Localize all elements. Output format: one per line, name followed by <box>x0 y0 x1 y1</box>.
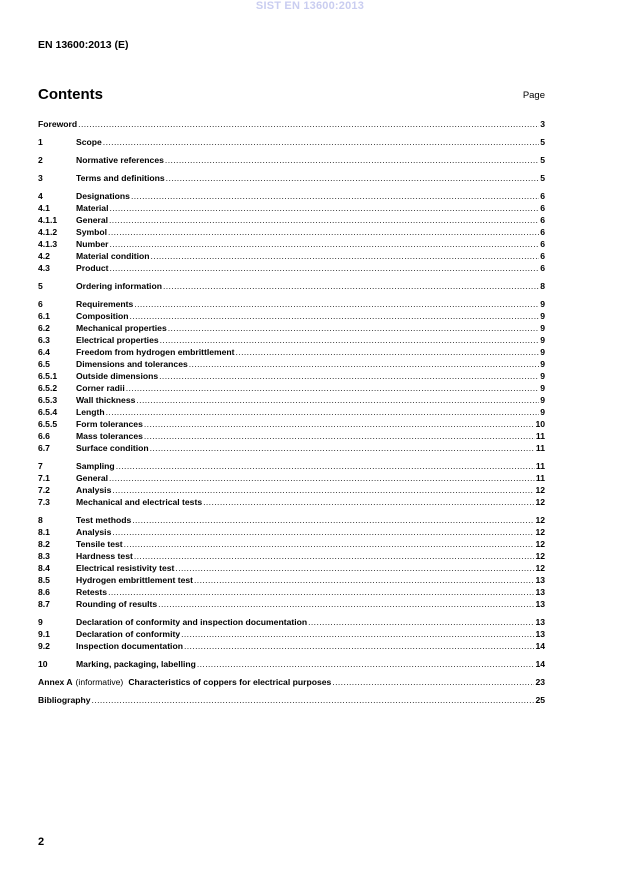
toc-dot-leader <box>134 550 535 562</box>
toc-entry-number: 6.5 <box>38 359 50 369</box>
toc-entry-page: 8 <box>540 281 545 291</box>
toc-entry-number: 4.3 <box>38 263 50 273</box>
toc-entry[interactable] <box>38 538 545 550</box>
toc-dot-leader <box>109 214 539 226</box>
toc-dot-leader <box>197 658 535 670</box>
toc-entry-page: 5 <box>540 137 545 147</box>
toc-entry[interactable] <box>38 190 545 202</box>
toc-entry-page: 6 <box>540 263 545 273</box>
toc-entry-number: 6.6 <box>38 431 50 441</box>
toc-dot-leader <box>109 238 539 250</box>
toc-entry[interactable] <box>38 298 545 310</box>
toc-entry[interactable] <box>38 442 545 454</box>
toc-entry[interactable] <box>38 226 545 238</box>
toc-entry-page: 3 <box>540 119 545 129</box>
toc-entry-page: 9 <box>540 311 545 321</box>
toc-entry[interactable] <box>38 310 545 322</box>
toc-entry-page: 23 <box>535 677 545 687</box>
toc-dot-leader <box>184 640 534 652</box>
toc-entry[interactable] <box>38 514 545 526</box>
toc-entry[interactable] <box>38 640 545 652</box>
toc-entry[interactable] <box>38 118 545 130</box>
toc-entry-page: 9 <box>540 359 545 369</box>
toc-dot-leader <box>168 322 539 334</box>
toc-entry-title: Tensile test <box>76 539 123 549</box>
toc-entry[interactable] <box>38 616 545 628</box>
toc-entry-title: Corner radii <box>76 383 125 393</box>
toc-dot-leader <box>144 430 535 442</box>
toc-entry[interactable] <box>38 658 545 670</box>
toc-entry-number: 7.3 <box>38 497 50 507</box>
toc-entry[interactable] <box>38 562 545 574</box>
toc-entry-number: 2 <box>38 155 43 165</box>
toc-dot-leader <box>112 526 534 538</box>
toc-dot-leader <box>131 190 539 202</box>
toc-entry[interactable] <box>38 496 545 508</box>
toc-entry[interactable] <box>38 334 545 346</box>
toc-entry-number: 4.1.2 <box>38 227 58 237</box>
toc-entry-page: 13 <box>535 599 545 609</box>
toc-dot-leader <box>166 172 540 184</box>
toc-dot-leader <box>189 358 539 370</box>
toc-entry[interactable] <box>38 136 545 148</box>
toc-entry-page: 5 <box>540 155 545 165</box>
page-number: 2 <box>38 836 45 848</box>
toc-entry[interactable] <box>38 526 545 538</box>
toc-dot-leader <box>175 562 534 574</box>
toc-entry-page: 6 <box>540 251 545 261</box>
toc-entry[interactable] <box>38 694 545 706</box>
toc-entry-number: 8.5 <box>38 575 50 585</box>
toc-dot-leader <box>109 202 539 214</box>
toc-entry[interactable] <box>38 676 545 688</box>
toc-entry[interactable] <box>38 574 545 586</box>
toc-entry-page: 6 <box>540 215 545 225</box>
toc-entry-page: 12 <box>535 485 545 495</box>
toc-entry-number: 6.1 <box>38 311 50 321</box>
toc-dot-leader <box>236 346 540 358</box>
toc-entry-number: 4.1 <box>38 203 50 213</box>
toc-dot-leader <box>144 418 535 430</box>
toc-entry[interactable] <box>38 430 545 442</box>
toc-entry-page: 12 <box>535 539 545 549</box>
table-of-contents <box>38 118 545 706</box>
toc-entry[interactable] <box>38 238 545 250</box>
toc-entry[interactable] <box>38 250 545 262</box>
toc-entry-title: Analysis <box>76 485 112 495</box>
toc-entry-page: 14 <box>535 641 545 651</box>
toc-entry-number: 6.5.3 <box>38 395 58 405</box>
toc-entry[interactable] <box>38 262 545 274</box>
toc-entry-title: Terms and definitions <box>76 173 165 183</box>
toc-entry[interactable] <box>38 154 545 166</box>
toc-dot-leader <box>108 226 539 238</box>
toc-dot-leader <box>159 370 539 382</box>
toc-entry-number: 4.1.1 <box>38 215 58 225</box>
toc-entry-number: 6.5.5 <box>38 419 58 429</box>
toc-entry-title: Electrical properties <box>76 335 159 345</box>
toc-entry-page: 9 <box>540 335 545 345</box>
toc-dot-leader <box>181 628 534 640</box>
toc-entry-number: 8.4 <box>38 563 50 573</box>
toc-entry-title: Surface condition <box>76 443 149 453</box>
toc-entry-title: Declaration of conformity <box>76 629 181 639</box>
toc-entry-number: 7 <box>38 461 43 471</box>
toc-dot-leader <box>106 406 540 418</box>
toc-entry-page: 12 <box>535 527 545 537</box>
toc-entry-page: 14 <box>535 659 545 669</box>
toc-entry-page: 9 <box>540 299 545 309</box>
toc-entry-title: Marking, packaging, labelling <box>76 659 196 669</box>
toc-entry-page: 12 <box>535 515 545 525</box>
toc-entry-title: Designations <box>76 191 130 201</box>
toc-entry-title: Material condition <box>76 251 150 261</box>
toc-entry-page: 5 <box>540 173 545 183</box>
toc-entry[interactable] <box>38 586 545 598</box>
toc-entry-title: Scope <box>76 137 102 147</box>
contents-title: Contents <box>38 86 103 103</box>
toc-entry-title: Dimensions and tolerances <box>76 359 188 369</box>
toc-entry-number: 6.4 <box>38 347 50 357</box>
toc-entry-number: 4 <box>38 191 43 201</box>
toc-entry-number: 4.2 <box>38 251 50 261</box>
toc-dot-leader <box>158 598 534 610</box>
toc-entry-number: 10 <box>38 659 48 669</box>
toc-dot-leader <box>126 382 540 394</box>
toc-entry-title: Composition <box>76 311 129 321</box>
toc-entry-number: 8.3 <box>38 551 50 561</box>
toc-entry[interactable] <box>38 280 545 292</box>
toc-entry-title: General <box>76 215 109 225</box>
toc-entry-title: Mechanical and electrical tests <box>76 497 203 507</box>
toc-entry-title: Rounding of results <box>76 599 158 609</box>
toc-entry-title: Bibliography <box>38 695 91 705</box>
toc-entry-number: 8.2 <box>38 539 50 549</box>
toc-dot-leader <box>194 574 534 586</box>
toc-entry-title: Form tolerances <box>76 419 143 429</box>
toc-entry[interactable] <box>38 628 545 640</box>
toc-entry-number: 5 <box>38 281 43 291</box>
page-column-header: Page <box>522 90 545 101</box>
toc-entry-page: 12 <box>535 551 545 561</box>
toc-dot-leader <box>136 394 539 406</box>
toc-entry[interactable] <box>38 460 545 472</box>
toc-entry-page: 6 <box>540 191 545 201</box>
toc-entry[interactable] <box>38 322 545 334</box>
toc-entry-title: Material <box>76 203 109 213</box>
toc-dot-leader <box>92 694 535 706</box>
toc-entry[interactable] <box>38 550 545 562</box>
toc-entry-page: 9 <box>540 395 545 405</box>
toc-dot-leader <box>116 460 535 472</box>
toc-entry-page: 11 <box>535 443 545 453</box>
toc-entry-title: Length <box>76 407 105 417</box>
toc-entry[interactable] <box>38 370 545 382</box>
toc-entry-number: 1 <box>38 137 43 147</box>
toc-entry[interactable] <box>38 346 545 358</box>
toc-entry-page: 12 <box>535 563 545 573</box>
toc-entry[interactable] <box>38 214 545 226</box>
toc-dot-leader <box>134 298 539 310</box>
toc-entry-title: Inspection documentation <box>76 641 183 651</box>
toc-entry-number: 9.1 <box>38 629 50 639</box>
toc-entry-title: Normative references <box>76 155 164 165</box>
toc-entry-number: 8.6 <box>38 587 50 597</box>
toc-entry-page: 13 <box>535 617 545 627</box>
toc-entry-number: 8.1 <box>38 527 50 537</box>
toc-dot-leader <box>165 154 539 166</box>
toc-entry-number: 6 <box>38 299 43 309</box>
toc-entry-number: 7.2 <box>38 485 50 495</box>
toc-entry-page: 9 <box>540 383 545 393</box>
toc-entry[interactable] <box>38 202 545 214</box>
toc-entry-page: 11 <box>535 431 545 441</box>
toc-entry-number: 6.2 <box>38 323 50 333</box>
toc-dot-leader <box>78 118 539 130</box>
toc-entry-title: Freedom from hydrogen embrittlement <box>76 347 235 357</box>
toc-entry-number: 6.3 <box>38 335 50 345</box>
toc-entry-title: Foreword <box>38 119 78 129</box>
toc-entry-page: 6 <box>540 239 545 249</box>
toc-entry-page: 10 <box>535 419 545 429</box>
toc-entry-title: Retests <box>76 587 108 597</box>
toc-entry-page: 11 <box>535 473 545 483</box>
toc-entry-number: 6.5.1 <box>38 371 58 381</box>
toc-dot-leader <box>109 472 535 484</box>
toc-entry[interactable] <box>38 382 545 394</box>
toc-entry-page: 12 <box>535 497 545 507</box>
toc-entry-page: 9 <box>540 371 545 381</box>
toc-entry-number: 8.7 <box>38 599 50 609</box>
toc-entry-title: Electrical resistivity test <box>76 563 175 573</box>
toc-entry-number: 6.5.4 <box>38 407 58 417</box>
toc-entry-page: 11 <box>535 461 545 471</box>
toc-entry-title: Number <box>76 239 109 249</box>
toc-entry-number: 9 <box>38 617 43 627</box>
toc-entry-page: 9 <box>540 347 545 357</box>
toc-entry-title: Test methods <box>76 515 132 525</box>
toc-dot-leader <box>203 496 534 508</box>
toc-entry-page: 13 <box>535 575 545 585</box>
toc-entry-number: 9.2 <box>38 641 50 651</box>
toc-entry-subtitle: Characteristics of coppers for electrical purposes <box>128 677 332 687</box>
toc-entry-title: Declaration of conformity and inspection documentation <box>76 617 308 627</box>
toc-dot-leader <box>163 280 539 292</box>
toc-dot-leader <box>109 262 539 274</box>
toc-dot-leader <box>112 484 534 496</box>
toc-entry-title: Hydrogen embrittlement test <box>76 575 193 585</box>
toc-entry[interactable] <box>38 418 545 430</box>
toc-entry-number: 3 <box>38 173 43 183</box>
toc-entry-page: 9 <box>540 323 545 333</box>
toc-entry-title: Outside dimensions <box>76 371 159 381</box>
toc-entry-title: Mechanical properties <box>76 323 167 333</box>
toc-entry-page: 6 <box>540 227 545 237</box>
toc-entry-number: 6.5.2 <box>38 383 58 393</box>
toc-entry-number: 7.1 <box>38 473 50 483</box>
toc-dot-leader <box>124 538 535 550</box>
toc-dot-leader <box>130 310 540 322</box>
toc-entry[interactable] <box>38 172 545 184</box>
toc-dot-leader <box>132 514 534 526</box>
toc-entry-title: Mass tolerances <box>76 431 143 441</box>
toc-entry[interactable] <box>38 394 545 406</box>
toc-entry-title: Hardness test <box>76 551 133 561</box>
toc-entry[interactable] <box>38 406 545 418</box>
toc-entry-title: Sampling <box>76 461 115 471</box>
toc-entry[interactable] <box>38 358 545 370</box>
toc-entry-page: 9 <box>540 407 545 417</box>
toc-entry-title: Ordering information <box>76 281 162 291</box>
toc-entry-page: 13 <box>535 587 545 597</box>
toc-entry[interactable] <box>38 484 545 496</box>
toc-dot-leader <box>308 616 534 628</box>
toc-entry-title: Annex A <box>38 677 73 687</box>
toc-entry[interactable] <box>38 472 545 484</box>
toc-entry-title: Requirements <box>76 299 134 309</box>
toc-dot-leader <box>150 442 535 454</box>
toc-dot-leader <box>103 136 539 148</box>
toc-entry-title: General <box>76 473 109 483</box>
toc-dot-leader <box>151 250 540 262</box>
toc-dot-leader <box>108 586 534 598</box>
toc-entry-number: 8 <box>38 515 43 525</box>
toc-entry-title: Analysis <box>76 527 112 537</box>
toc-entry-title: Wall thickness <box>76 395 136 405</box>
document-id: EN 13600:2013 (E) <box>38 39 129 51</box>
toc-entry-number: 6.7 <box>38 443 50 453</box>
toc-entry-page: 6 <box>540 203 545 213</box>
toc-entry-title: Product <box>76 263 109 273</box>
toc-dot-leader <box>332 676 534 688</box>
toc-entry-number: 4.1.3 <box>38 239 58 249</box>
toc-entry-page: 13 <box>535 629 545 639</box>
toc-entry-title: Symbol <box>76 227 108 237</box>
toc-dot-leader <box>160 334 540 346</box>
toc-entry-note: (informative) <box>75 677 124 687</box>
watermark: SIST EN 13600:2013 <box>255 0 365 12</box>
toc-entry-page: 25 <box>535 695 545 705</box>
toc-entry[interactable] <box>38 598 545 610</box>
